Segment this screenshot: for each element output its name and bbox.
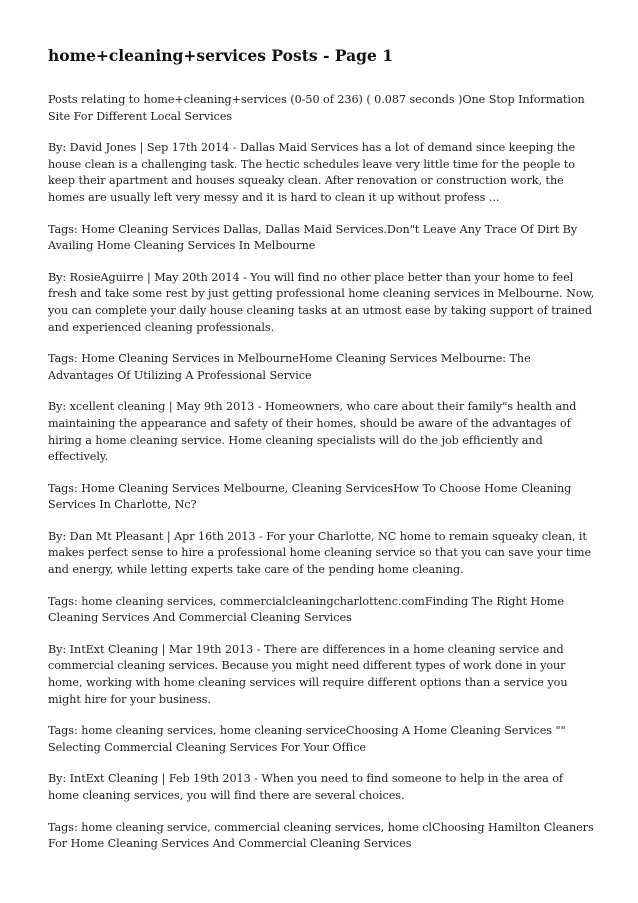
post-byline-dan-mt-pleasant: By: Dan Mt Pleasant | Apr 16th 2013 - For your Charlotte, NC home to remain squeaky clean, it makes perfect sense to hire a professional home cleaning service so that you can save your time and energy, while letting experts take care of the pending home cleaning.	[48, 529, 592, 577]
post-tags-dallas: Tags: Home Cleaning Services Dallas, Dallas Maid Services.Don"t Leave Any Trace Of Dirt By Availing Home Cleaning Services In Melbourne	[48, 222, 578, 253]
post-byline-david-jones: By: David Jones | Sep 17th 2014 - Dallas Maid Services has a lot of demand since keeping the house clean is a challenging task. The hectic schedules leave very little time for the people to keep their apartment and houses squeaky clean. After renovation or construction work, the homes are usually left very messy and it is hard to clean it up without profess ...	[48, 141, 576, 204]
post-byline-intext-cleaning-mar: By: IntExt Cleaning | Mar 19th 2013 - There are differences in a home cleaning service and commercial cleaning services. Because you might need different types of work done in your home, working with home cleaning services will require different options than a service you might hire for your business.	[48, 642, 568, 706]
post-tags-home-cleaning-service: Tags: home cleaning services, home cleaning serviceChoosing A Home Cleaning Services "" Selecting Commercial Cleaning Services For Your Office	[48, 724, 566, 754]
post-tags-melbourne: Tags: Home Cleaning Services in MelbourneHome Cleaning Services Melbourne: The Advantages Of Utilizing A Professional Service	[48, 352, 531, 382]
intro-paragraph: Posts relating to home+cleaning+services (0-50 of 236) ( 0.087 seconds )One Stop Information Site For Different Local Services	[48, 93, 585, 123]
page-title: home+cleaning+services Posts - Page 1	[48, 46, 393, 65]
post-byline-rosieaguirre: By: RosieAguirre | May 20th 2014 - You will find no other place better than your home to feel fresh and take some rest by just getting professional home cleaning services in Melbourne. Now, you can complete your daily house cleaning tasks at an utmost ease by taking support of trained and experienced cleaning professionals.	[48, 270, 595, 334]
post-tags-hamilton: Tags: home cleaning service, commercial cleaning services, home clChoosing Hamilton Cleaners For Home Cleaning Services And Commercial Cleaning Services	[48, 820, 594, 851]
post-byline-xcellent-cleaning: By: xcellent cleaning | May 9th 2013 - Homeowners, who care about their family"s health and maintaining the appearance and safety of their homes, should be aware of the advantages of hiring a home cleaning service. Home cleaning specialists will do the job efficiently and effectively.	[48, 400, 577, 464]
post-byline-intext-cleaning-feb: By: IntExt Cleaning | Feb 19th 2013 - When you need to find someone to help in the area of home cleaning services, you will find there are several choices.	[48, 772, 564, 802]
post-tags-melbourne-cleaning: Tags: Home Cleaning Services Melbourne, Cleaning ServicesHow To Choose Home Cleaning Services In Charlotte, Nc?	[48, 481, 572, 512]
document-page	[48, 46, 596, 868]
post-tags-charlotte: Tags: home cleaning services, commercialcleaningcharlottenc.comFinding The Right Home Cleaning Services And Commercial Cleaning Services	[48, 594, 564, 625]
